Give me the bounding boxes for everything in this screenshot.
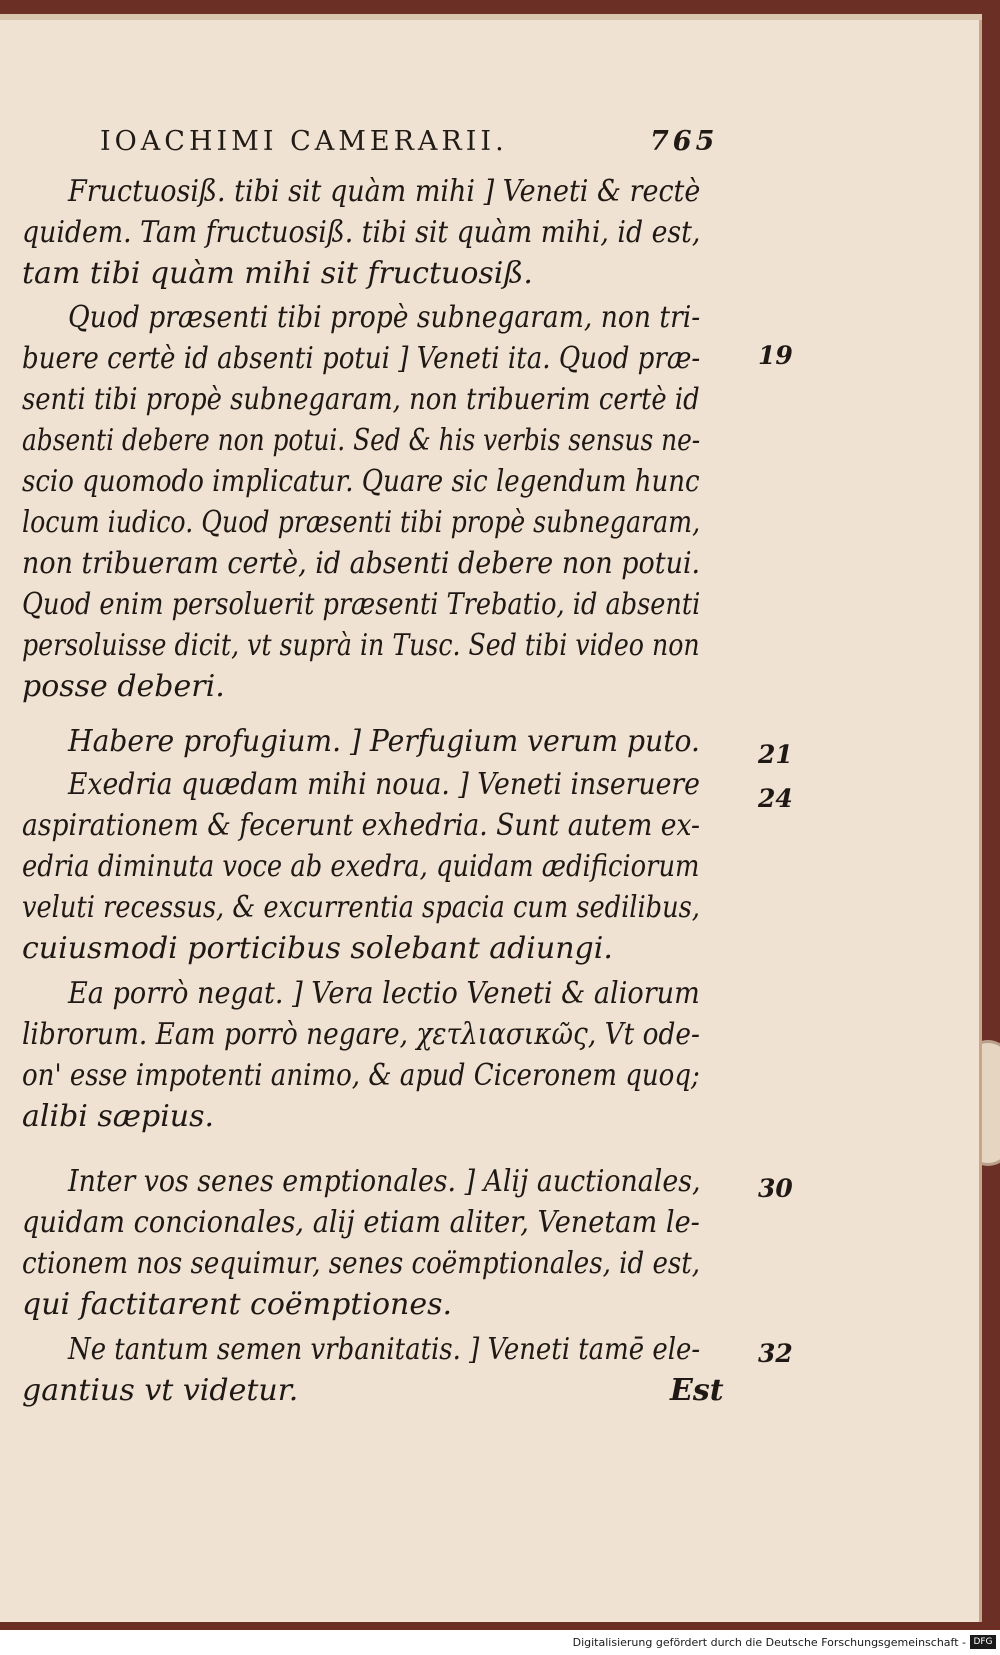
text-line: on' esse impotenti animo, & apud Ciceronem quoq; <box>22 1058 700 1093</box>
margin-number: 19 <box>758 341 793 370</box>
text-line: quidem. Tam fructuosiß. tibi sit quàm mihi, id est, <box>22 215 701 250</box>
margin-number: 30 <box>758 1174 793 1203</box>
text-line: Quod præsenti tibi propè subnegaram, non tri- <box>68 300 701 335</box>
footer-bar <box>0 1632 1000 1655</box>
text-line: non tribueram certè, id absenti debere non potui. <box>22 546 701 581</box>
text-line: aspirationem & fecerunt exhedria. Sunt autem ex- <box>22 808 700 843</box>
footer-credit: Digitalisierung gefördert durch die Deutsche Forschungsgemeinschaft - <box>572 1636 966 1649</box>
text-line: Quod enim persoluerit præsenti Trebatio, id absenti <box>22 587 701 622</box>
page-edge <box>0 14 982 20</box>
text-line: qui factitarent coëmptiones. <box>22 1287 453 1322</box>
text-line: locum iudico. Quod præsenti tibi propè subnegaram, <box>22 505 701 540</box>
text-line: edria diminuta voce ab exedra, quidam ædificiorum <box>22 849 700 884</box>
text-line: Fructuosiß. tibi sit quàm mihi ] Veneti & rectè <box>68 174 701 209</box>
text-line: Exedria quædam mihi noua. ] Veneti inseruere <box>68 767 700 802</box>
text-line: alibi sæpius. <box>22 1099 215 1134</box>
text-line: cuiusmodi porticibus solebant adiungi. <box>22 931 613 966</box>
text-line: tam tibi quàm mihi sit fructuosiß. <box>22 256 533 291</box>
text-line: ctionem nos sequimur, senes coëmptionales, id est, <box>22 1246 701 1281</box>
text-line: librorum. Eam porrò negare, χετλιασικῶς, Vt ode- <box>22 1017 700 1052</box>
running-title: IOACHIMI CAMERARII. <box>100 126 508 157</box>
text-line: gantius vt videtur. <box>22 1373 299 1408</box>
text-line: buere certè id absenti potui ] Veneti ita. Quod præ- <box>22 341 701 376</box>
dfg-logo-icon: DFG <box>970 1635 996 1649</box>
text-line: absenti debere non potui. Sed & his verbis sensus ne- <box>22 423 701 458</box>
book-page <box>0 14 982 1622</box>
text-line: Habere profugium. ] Perfugium verum puto. <box>68 724 700 759</box>
catchword: Est <box>670 1373 724 1408</box>
margin-number: 21 <box>758 740 793 769</box>
text-line: Ne tantum semen vrbanitatis. ] Veneti tamē ele- <box>68 1332 701 1367</box>
text-line: quidam concionales, alij etiam aliter, Venetam le- <box>22 1205 700 1240</box>
margin-number: 32 <box>758 1339 793 1368</box>
text-line: persoluisse dicit, vt suprà in Tusc. Sed tibi video non <box>22 628 700 663</box>
text-line: Inter vos senes emptionales. ] Alij auctionales, <box>68 1164 701 1199</box>
text-line: Ea porrò negat. ] Vera lectio Veneti & aliorum <box>68 976 700 1011</box>
text-line: veluti recessus, & excurrentia spacia cum sedilibus, <box>22 890 700 925</box>
text-line: posse deberi. <box>22 669 225 704</box>
margin-number: 24 <box>758 784 793 813</box>
text-line: senti tibi propè subnegaram, non tribuerim certè id <box>22 382 700 417</box>
page-number: 765 <box>650 126 719 157</box>
text-line: scio quomodo implicatur. Quare sic legendum hunc <box>22 464 700 499</box>
